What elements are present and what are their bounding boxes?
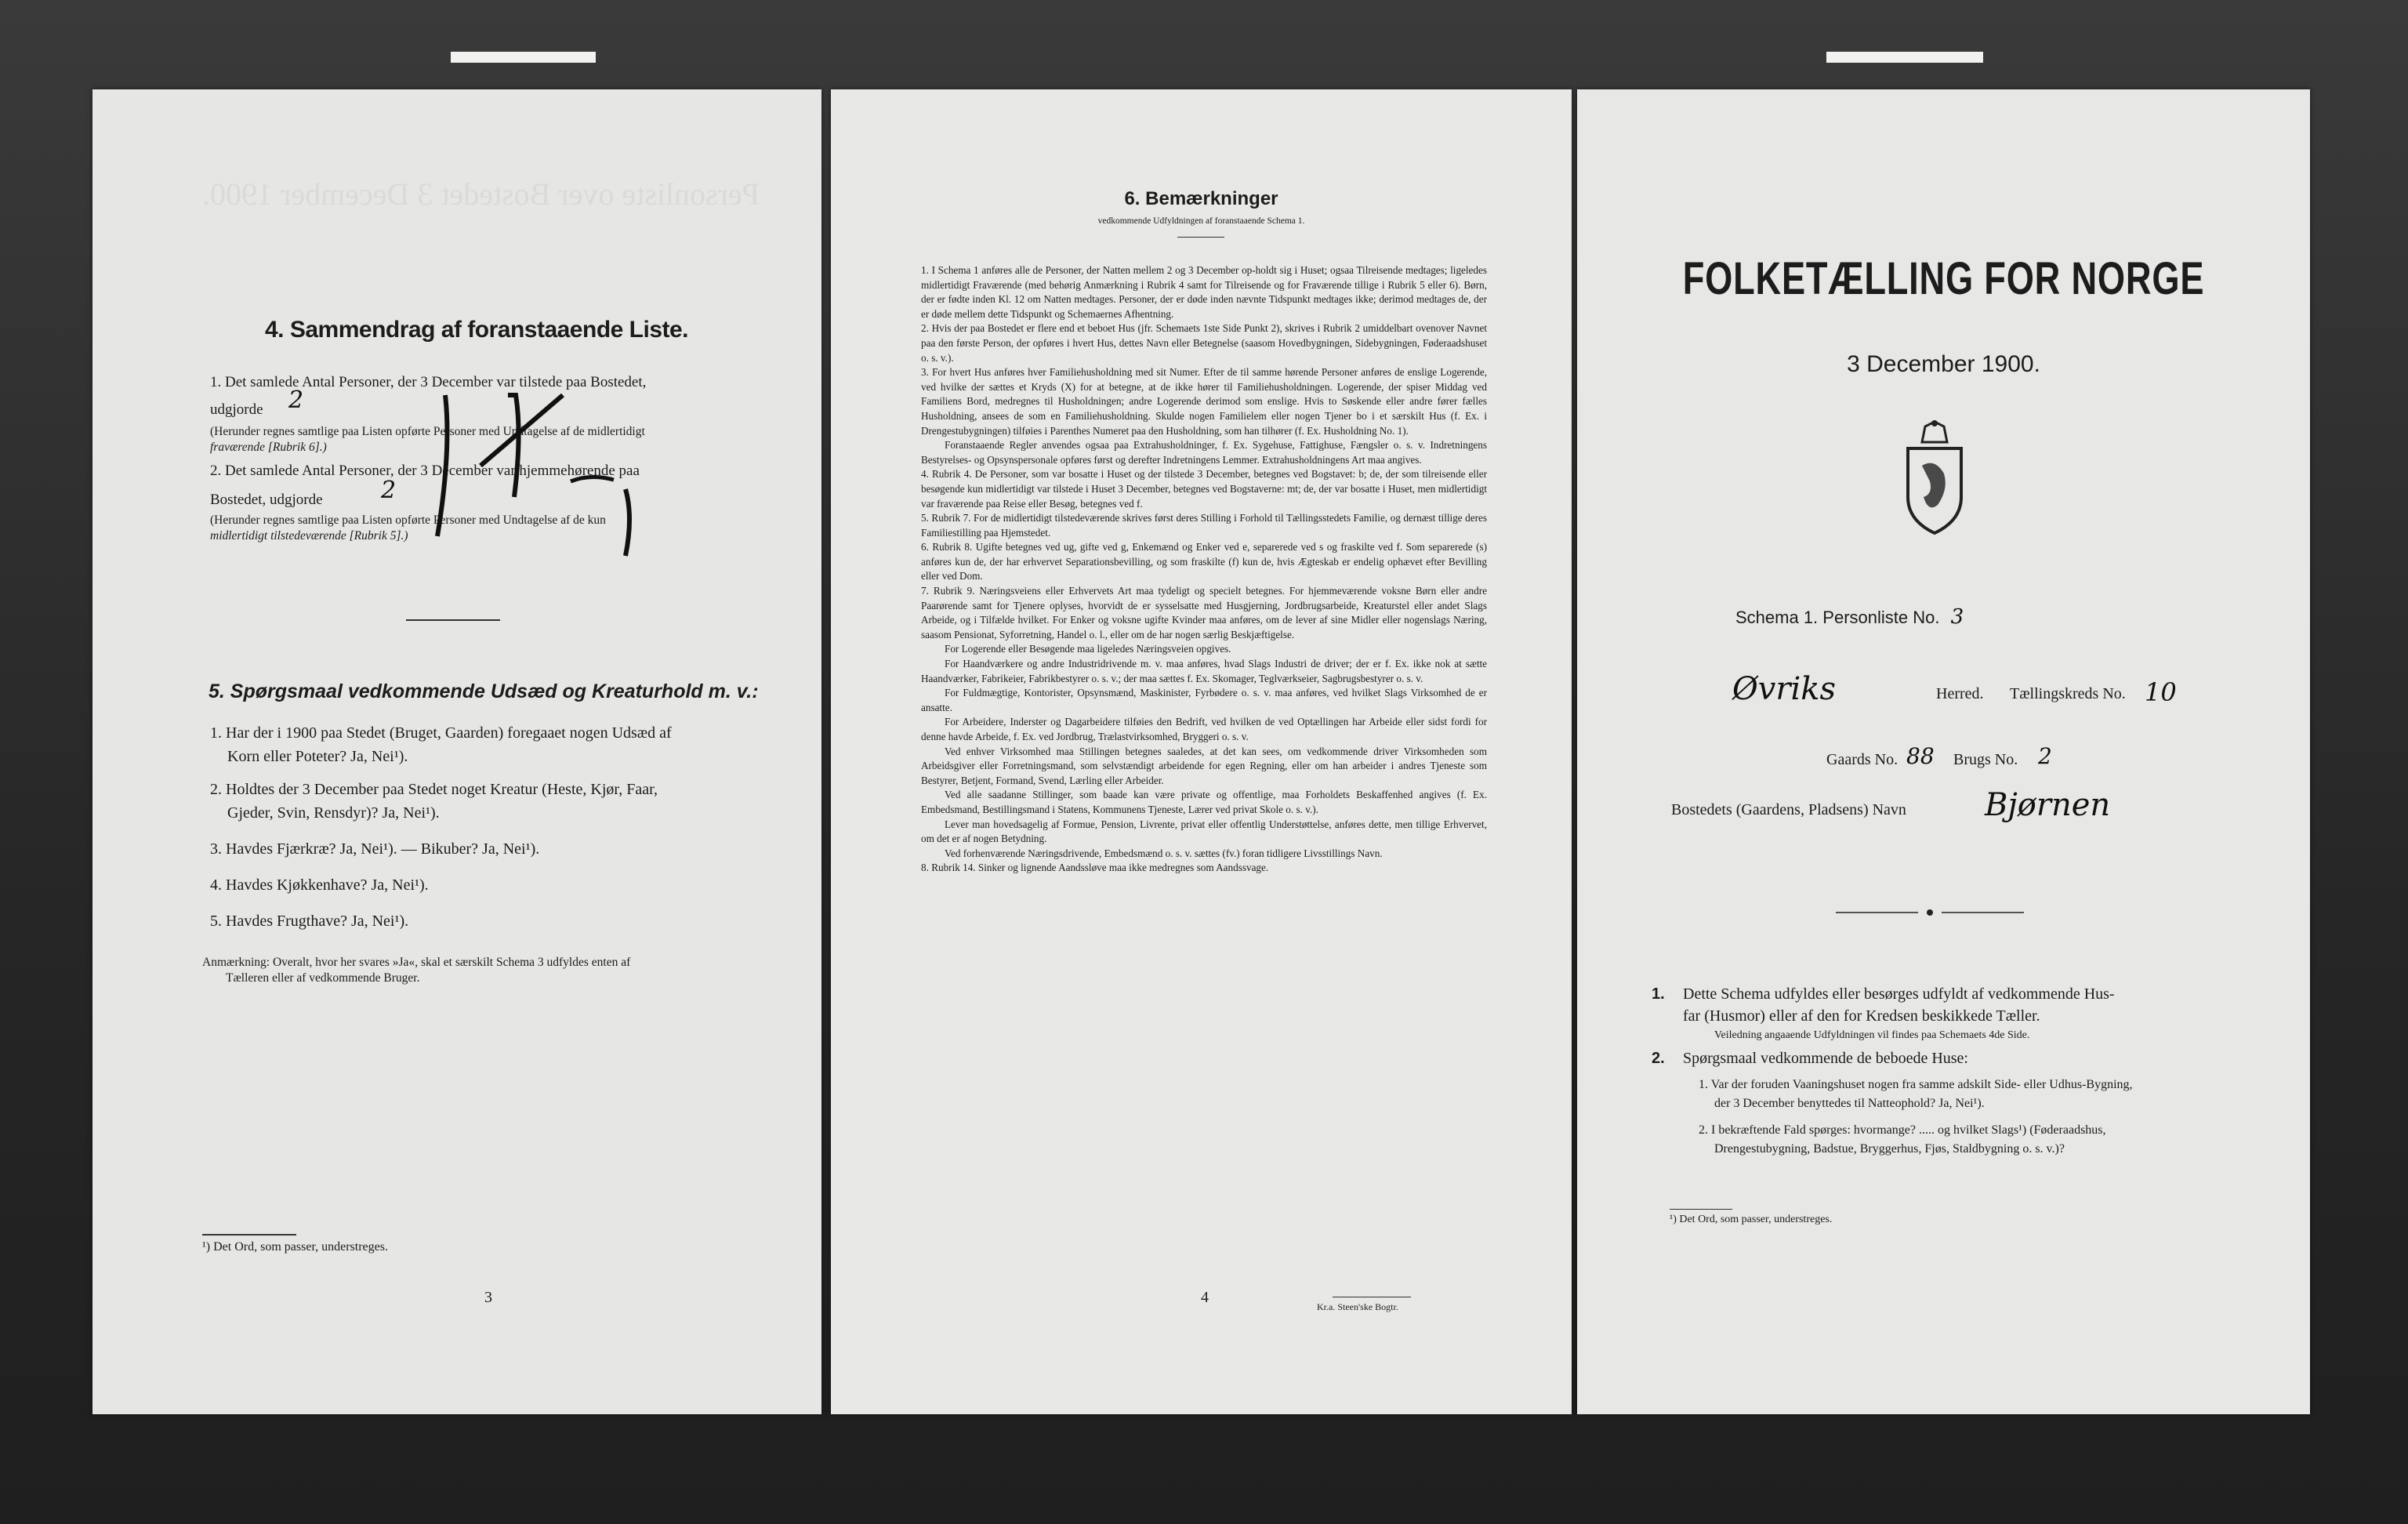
ornament-divider xyxy=(1836,905,2024,920)
q3-line: 3. Havdes Fjærkræ? Ja, Nei¹). — Bikuber? Ja, Nei¹). xyxy=(210,840,540,858)
herred-value: Øvriks xyxy=(1732,671,1837,707)
schema-number: 3 xyxy=(1950,605,1964,629)
herred-label: Herred. xyxy=(1936,685,1984,702)
remarks-rule xyxy=(1177,237,1224,238)
bosted-label: Bostedets (Gaardens, Pladsens) Navn xyxy=(1671,801,1906,818)
s4-line1: 1. Det samlede Antal Personer, der 3 December var tilstede paa Bostedet, xyxy=(210,374,647,390)
schema-label: Schema 1. Personliste No. xyxy=(1735,608,1940,627)
census-date: 3 December 1900. xyxy=(1847,351,2040,377)
remark-3: 3. For hvert Hus anføres hver Familiehusholdning med sit Numer. Efter de til samme hørende Personer anføres de enslige Logerende, ved hvilke der sættes et Kryds (X) for at betegne, at de ikke hører til Familiehusholdningen. Logerende, der spiser Middag ved Familiens Bord, medregnes til Husholdningen; andre Logerende derimod som enslige. Hvis to Søskende eller andre fører fælles Husholdning, ansees de som en Familiehusholdning. Skulde nogen Familielem eller nogen Tjener bo i et særskilt Hus (f. Ex. i Drengestubygningen) tilføies i Parenthes Numeret paa den Husholdning, som han tilhører (f. Ex. Husholdning No. 1). xyxy=(921,366,1487,437)
remarks-title: 6. Bemærkninger xyxy=(1124,188,1278,209)
section5-remark xyxy=(202,955,798,986)
q1-line-b: Korn eller Poteter? Ja, Nei¹). xyxy=(227,748,408,765)
right-footnote: ¹) Det Ord, som passer, understreges. xyxy=(1670,1214,1833,1225)
instruction-2-2b: Drengestubygning, Badstue, Bryggerhus, Fjøs, Staldbygning o. s. v.)? xyxy=(1714,1142,2065,1156)
census-title: FOLKETÆLLING FOR NORGE xyxy=(1682,253,2205,304)
remark-2: 2. Hvis der paa Bostedet er flere end et beboet Hus (jfr. Schemaets 1ste Side Punkt 2), skrives i Rubrik 2 umiddelbart ovenover Navnet paa den første Person, der opføres i hvert Hus, dettes Navn eller Betegnelse (saasom Hovedbygningen, Sidebygningen, Føderaadshuset o. s. v.). xyxy=(921,322,1487,364)
instruction-2-text: Spørgsmaal vedkommende de beboede Huse: xyxy=(1683,1050,1968,1067)
gaards-value: 88 xyxy=(1906,743,1935,769)
left-footnote: ¹) Det Ord, som passer, understreges. xyxy=(202,1240,388,1254)
remark-5: 5. Rubrik 7. For de midlertidigt tilstedeværende skrives først deres Stilling i Forhold til Tællingsstedets Familie, og dernæst tillige deres Familiestilling paa Hjemstedet. xyxy=(921,512,1487,539)
remark-6: 6. Rubrik 8. Ugifte betegnes ved ug, gifte ved g, Enkemænd og Enker ved e, separerede ved s og fraskilte ved f. Som separerede (s) anføres kun de, der har erhvervet Separationsbevilling, og som fraskilte (f) kun de, hvis Ægteskab er endelig ophævet efter Bevilling eller ved Dom. xyxy=(921,541,1487,582)
bosted-line xyxy=(1671,787,2267,834)
printer-credit: Kr.a. Steen'ske Bogtr. xyxy=(1317,1301,1398,1312)
gaards-label: Gaards No. xyxy=(1826,751,1898,768)
remark-7e: For Arbeidere, Inderster og Dagarbeidere tilføies den Bedrift, ved hvilken de ved Optællingen har Arbeide eller sidst fordi for denne havde Arbeide, f. Ex. ved Jordbrug, Trælastvirksomhed, Bryggeri o. s. v. xyxy=(921,716,1487,742)
schema-line xyxy=(1735,605,1964,629)
s4-line7: (Herunder regnes samtlige paa Listen opførte Personer med Undtagelse af de kun xyxy=(210,513,606,527)
instruction-2 xyxy=(1652,1047,2279,1159)
section-divider xyxy=(406,619,500,621)
instruction-1a: Dette Schema udfyldes eller besørges udfyldt af vedkommende Hus- xyxy=(1683,985,2115,1003)
remarks-list xyxy=(921,263,1487,876)
q2-line-b: Gjeder, Svin, Rensdyr)? Ja, Nei¹). xyxy=(227,804,440,822)
instruction-2-1a: 1. Var der foruden Vaaningshuset nogen fra samme adskilt Side- eller Udhus-Bygning, xyxy=(1699,1078,2133,1091)
remark-7i: Ved forhenværende Næringsdrivende, Embedsmænd o. s. v. sættes (fv.) foran tidligere Livsstillings Navn. xyxy=(945,847,1383,859)
instruction-1c: Veiledning angaaende Udfyldningen vil findes paa Schemaets 4de Side. xyxy=(1714,1029,2030,1041)
remark-7g: Ved alle saadanne Stillinger, som baade kan være private og offentlige, maa Forholdets Beskaffenhed angives (f. Ex. Embedsmand, Bestillingsmand i Statens, Kommunens Tjeneste, Lærer ved privat Skole o. s. v.). xyxy=(921,789,1487,815)
instruction-1-number: 1. xyxy=(1652,985,1665,1003)
s4-line6-prefix: Bostedet, udgjorde xyxy=(210,492,323,508)
footnote-rule xyxy=(202,1234,296,1236)
remark-7: 7. Rubrik 9. Næringsveiens eller Erhvervets Art maa tydeligt og specielt betegnes. For hjemmeværende voksne Børn eller andre Paarørende samt for Tjenere oplyses, hvorvidt de er sysselsatte med Husgjerning, Jordbrugsarbeide, Kreaturstel eller andet Slags Arbeide, og i Tilfælde hvilket. For Enker og voksne ugifte Kvinder maa anføres, om de lever af sine Midler eller nogenslags Næring, saasom Pensionat, Syforretning, Handel o. l., eller om de har nogen særlig Beskjæftigelse. xyxy=(921,585,1487,640)
remark-7h: Lever man hovedsagelig af Formue, Pension, Livrente, privat eller offentlig Understøttelse, anføres dette, men tillige Erhvervet, om det er af nogen Betydning. xyxy=(921,818,1487,845)
right-footnote-rule xyxy=(1670,1209,1732,1210)
instructions xyxy=(1652,983,2279,1159)
tape-right xyxy=(1826,52,1983,63)
s4-present-count: 2 xyxy=(288,386,304,414)
remark-7b: For Logerende eller Besøgende maa ligeledes Næringsveien opgives. xyxy=(945,643,1231,655)
gaards-line xyxy=(1826,743,2218,779)
remark-line-a: Anmærkning: Overalt, hvor her svares »Ja«, skal et særskilt Schema 3 udfyldes enten af xyxy=(202,956,631,969)
left-page-number: 3 xyxy=(484,1289,492,1306)
q1-line-a: 1. Har der i 1900 paa Stedet (Bruget, Gaarden) foregaaet nogen Udsæd af xyxy=(210,724,672,742)
remark-7f: Ved enhver Virksomhed maa Stillingen betegnes saaledes, at det kan sees, om vedkommende driver Virksomheden som Arbeidsgiver eller Forretningsmand, som selvstændigt arbeidende for egen Regning, eller om han arbeider i andres Tjeneste som Bestyrer, Betjent, Formand, Svend, Lærling eller Arbeider. xyxy=(921,745,1487,786)
right-page xyxy=(1577,89,2310,1414)
q5-line: 5. Havdes Frugthave? Ja, Nei¹). xyxy=(210,913,409,930)
brugs-value: 2 xyxy=(2038,743,2052,769)
s4-line3: (Herunder regnes samtlige paa Listen opførte Personer med Undtagelse af de midlertidigt xyxy=(210,425,645,438)
tape-left xyxy=(451,52,596,63)
section4-title: 4. Sammendrag af foranstaaende Liste. xyxy=(265,317,689,343)
kreds-label: Tællingskreds No. xyxy=(2010,685,2126,702)
q2-line-a: 2. Holdtes der 3 December paa Stedet noget Kreatur (Heste, Kjør, Faar, xyxy=(210,781,658,798)
left-page xyxy=(92,89,821,1414)
remark-7d: For Fuldmægtige, Kontorister, Opsynsmænd, Maskinister, Fyrbødere o. s. v. maa anføres, ved hvilket Slags Virksomhed de er ansatte. xyxy=(921,687,1487,713)
brugs-label: Brugs No. xyxy=(1953,751,2018,768)
remark-line-b: Tælleren eller af vedkommende Bruger. xyxy=(226,971,420,985)
remark-4: 4. Rubrik 4. De Personer, som var bosatte i Huset og der tilstede 3 December, betegnes ved Bogstavet: b; de, der som tilreisende eller besøgende kun midlertidigt var tilstede i Huset 3 December, betegnes ved Bogstaverne: mt; de, der var bosatte i Huset, men midlertidigt var fraværende paa Reise eller Besøg, betegnes ved f. xyxy=(921,468,1487,510)
s4-line8: midlertidigt tilstedeværende [Rubrik 5].) xyxy=(210,529,408,542)
instruction-2-number: 2. xyxy=(1652,1050,1665,1067)
s4-line5: 2. Det samlede Antal Personer, der 3 December var hjemmehørende paa xyxy=(210,463,640,479)
instruction-2-2a: 2. I bekræftende Fald spørges: hvormange? ..... og hvilket Slags¹) (Føderaadshus, xyxy=(1699,1123,2106,1137)
coat-of-arms-icon xyxy=(1898,419,1971,536)
bosted-value: Bjørnen xyxy=(1985,787,2111,823)
q4-line: 4. Havdes Kjøkkenhave? Ja, Nei¹). xyxy=(210,876,429,894)
section5-title: 5. Spørgsmaal vedkommende Udsæd og Kreaturhold m. v.: xyxy=(209,680,759,702)
bleed-through-text: Personliste over Bostedet 3 December 1900. xyxy=(202,176,760,212)
s4-resident-count: 2 xyxy=(381,477,397,504)
middle-page-number: 4 xyxy=(1201,1289,1209,1306)
s4-line4: fraværende [Rubrik 6].) xyxy=(210,441,327,454)
remark-3b: Foranstaaende Regler anvendes ogsaa paa Extrahusholdninger, f. Ex. Sygehuse, Fattighuse, Fængsler o. s. v. Indretningens Bestyrelses- og Opsynspersonale opføres først og derefter Indretningens Lemmer. Extrahusholdningens Art maa angives. xyxy=(921,439,1487,466)
herred-line xyxy=(1677,671,2258,717)
remark-7c: For Haandværkere og andre Industridrivende m. v. maa anføres, hvad Slags Industri de driver; der er f. Ex. ikke nok at sætte Haandværker, Fabrikeier, Fabrikbestyrer o. s. v.; der maa sættes f. Ex. Skomager, Teglværkseier, Sagbrugsbestyrer o. s. v. xyxy=(921,658,1487,684)
handwritten-mark xyxy=(390,379,720,560)
middle-page xyxy=(831,89,1572,1414)
instruction-1b: far (Husmor) eller af den for Kredsen beskikkede Tæller. xyxy=(1683,1007,2040,1025)
kreds-value: 10 xyxy=(2145,677,2177,707)
remark-8: 8. Rubrik 14. Sinker og lignende Aandssløve maa ikke medregnes som Aandssvage. xyxy=(921,862,1269,874)
instruction-2-1b: der 3 December benyttedes til Natteophold? Ja, Nei¹). xyxy=(1714,1097,1985,1110)
section5-body xyxy=(210,721,790,933)
s4-line2-prefix: udgjorde xyxy=(210,401,263,418)
remark-1: 1. I Schema 1 anføres alle de Personer, der Natten mellem 2 og 3 December op-holdt sig i Huset; ogsaa Tilreisende medtages; ligeledes midlertidigt Fraværende (med behørig Anmærkning i Rubrik 4 samt for Tilreisende og for Fraværende tillige i Rubrik 5 eller 6). Børn, der er fødte inden Kl. 12 om Natten medtages. Personer, der er døde inden nævnte Tidspunkt medtages ikke; derimod medtages de, der er døde mellem dette Tidspunkt og Schemaernes Afhentning. xyxy=(921,264,1487,320)
remarks-subtitle: vedkommende Udfyldningen af foranstaaende Schema 1. xyxy=(1097,216,1305,226)
instruction-1 xyxy=(1652,983,2279,1044)
